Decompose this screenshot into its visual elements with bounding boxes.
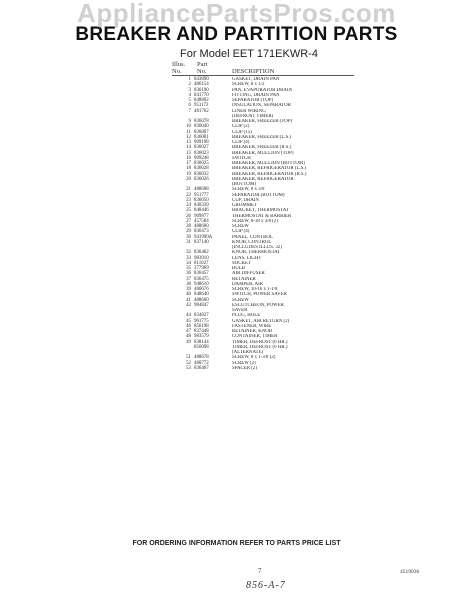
part-description: SAVER	[232, 308, 248, 313]
part-number: 836078	[194, 119, 209, 124]
part-description: BREAKER, MULLION (BOTTOM)	[232, 161, 305, 166]
part-description: (INCLUDES ILLUS. 32)	[232, 245, 282, 250]
part-number: 486154	[194, 82, 209, 88]
part-description: (DEFROST TIMER)	[232, 113, 274, 119]
illus-number: 29	[186, 229, 191, 235]
part-number: 941990A	[194, 234, 213, 240]
part-number: 488678	[194, 355, 209, 361]
part-number: 836032	[194, 171, 209, 177]
part-description: BREAKER, REFRIGERATOR	[232, 176, 294, 182]
illus-number: 44	[186, 313, 191, 319]
part-description: RETAINER, KNOB	[232, 329, 273, 334]
part-number: 836473	[194, 229, 209, 235]
part-number: 983910	[194, 255, 209, 261]
illus-number: 20	[186, 176, 191, 182]
table-row	[172, 366, 357, 371]
part-description: SWITCH	[232, 155, 251, 161]
illus-number: 37	[186, 276, 191, 282]
part-description: CLIP (4)	[232, 229, 250, 235]
part-number: 836027	[194, 145, 209, 151]
illus-number: 25	[186, 208, 191, 214]
document-number: 4519036	[400, 569, 420, 575]
part-number: 840339	[194, 203, 209, 208]
part-description: SCREW, 8 x 1-3/8 (2)	[232, 355, 276, 361]
part-description: SCREW, 10-16 x 1-1/8	[232, 287, 278, 292]
illus-number: 45	[186, 318, 191, 324]
model-subtitle: For Model EET 171EKWR-4	[180, 48, 318, 60]
part-description: CUP, DRAIN	[232, 197, 259, 203]
page-title: BREAKER AND PARTITION PARTS	[75, 24, 398, 45]
part-description: INSULATION, SEPARATOR	[232, 103, 291, 109]
part-description: KNOB, CONTROL	[232, 239, 272, 245]
illus-number: 30	[186, 234, 191, 240]
part-description: SEPARATOR (TOP)	[232, 98, 274, 103]
part-number: 836040	[194, 124, 209, 130]
illus-number: 9	[188, 119, 191, 124]
part-number: 488600	[194, 297, 209, 303]
part-description: BREAKER, FREEZER (L.S.)	[232, 134, 292, 140]
illus-number: 35	[186, 266, 191, 271]
header-illus: Illus.	[172, 61, 186, 68]
illus-number: 18	[186, 166, 191, 172]
illus-number: 2	[188, 82, 191, 88]
part-number: 457584	[194, 218, 209, 224]
part-number: 848802	[194, 98, 209, 103]
illus-number: 21	[186, 187, 191, 193]
part-number: 841770	[194, 92, 209, 98]
illus-number: 33	[186, 255, 191, 261]
part-number: 836023	[194, 150, 209, 156]
part-description: BULB	[232, 266, 246, 271]
header-illus-no: No.	[172, 68, 182, 75]
part-description: SCREW, 8 x 1/2	[232, 82, 265, 88]
ordering-note: FOR ORDERING INFORMATION REFER TO PARTS PRICE LIST	[132, 540, 341, 547]
part-number: 848640	[194, 292, 209, 298]
illus-number: 23	[186, 197, 191, 203]
illus-number: 6	[188, 103, 191, 109]
illus-number: 49	[186, 339, 191, 345]
illus-number: 53	[186, 365, 191, 371]
part-number: 481762	[194, 108, 209, 114]
illus-number: 41	[186, 297, 191, 303]
part-description: CLIP (2)	[232, 124, 250, 130]
part-number: 836467	[194, 365, 209, 371]
part-number: 488600	[194, 224, 209, 229]
page-number: 7	[258, 567, 262, 575]
part-description: BREAKER, REFRIGERATOR (L.S.)	[232, 166, 307, 172]
part-number: 834827	[194, 313, 209, 319]
part-description: FITTING, DRAIN PAN	[232, 92, 280, 98]
part-description: TIMER, DEFROST (6 HR.)	[232, 339, 288, 345]
illus-number: 51	[186, 355, 191, 361]
header-part-no: No.	[197, 68, 207, 75]
part-number: 836475	[194, 276, 209, 282]
header-part: Part	[197, 61, 208, 68]
illus-number: 28	[186, 224, 191, 229]
part-number: 836081	[194, 134, 209, 140]
part-number: 961775	[194, 318, 209, 324]
part-number: 909877	[194, 213, 209, 219]
parts-list	[172, 77, 357, 371]
part-number: 811027	[194, 260, 209, 266]
part-number: 909198	[194, 140, 209, 145]
illus-number: 32	[186, 250, 191, 256]
part-description: RETAINER	[232, 276, 256, 282]
part-description: FASTENER, WIRE	[232, 323, 272, 329]
illus-number: 12	[186, 134, 191, 140]
part-description: BREAKER, REFRIGERATOR (R.S.)	[232, 171, 307, 177]
illus-number: 27	[186, 218, 191, 224]
part-number: 836457	[194, 271, 209, 277]
part-number: 836026	[194, 176, 209, 182]
part-description: GASKET, DRAIN PAN	[232, 77, 280, 82]
part-description: THERMOSTAT & BARRIER	[232, 213, 292, 219]
part-number: 836190	[194, 87, 209, 93]
part-description: SCREW, 8 x 3/8	[232, 187, 265, 193]
part-description: PANEL, CONTROL	[232, 234, 273, 240]
part-description: SCREW	[232, 224, 249, 229]
part-number: 836028	[194, 166, 209, 172]
part-number: 837448	[194, 329, 209, 334]
illus-number: 14	[186, 145, 191, 151]
illus-number: 24	[186, 203, 191, 208]
illus-number: 1	[188, 77, 191, 82]
part-description: GASKET, AIR RETURN (2)	[232, 318, 290, 324]
part-number: 838144	[194, 339, 209, 345]
part-description: (ALTERNATE)	[232, 350, 264, 355]
part-number: 377969	[194, 266, 209, 271]
part-description: GROMMET	[232, 203, 257, 208]
illus-number: 15	[186, 150, 191, 156]
illus-number: 13	[186, 140, 191, 145]
part-number: 486676	[194, 287, 209, 292]
part-number: 856198	[194, 323, 209, 329]
header-rule	[172, 75, 354, 76]
part-description: CLIP (15)	[232, 129, 252, 135]
part-number: 488772	[194, 360, 209, 366]
header-description: DESCRIPTION	[232, 68, 275, 75]
illus-number: 5	[188, 98, 191, 103]
illus-number: 46	[186, 323, 191, 329]
part-description: SCREW (2)	[232, 360, 256, 366]
handwritten-note: 856-A-7	[246, 580, 286, 591]
part-description: CLIP (4)	[232, 140, 250, 145]
illus-number: 10	[186, 124, 191, 130]
part-description: SWITCH, POWER SAVER	[232, 292, 287, 298]
illus-number: 48	[186, 334, 191, 340]
illus-number: 16	[186, 155, 191, 161]
part-description: KNOB, THERMOSTAT	[232, 250, 281, 256]
part-description: BRACKET, THERMOSTAT	[232, 208, 289, 214]
illus-number: 19	[186, 171, 191, 177]
illus-number: 31	[186, 239, 191, 245]
part-number: 836050	[194, 197, 209, 203]
illus-number: 7	[188, 108, 191, 114]
part-number: 951777	[194, 192, 209, 198]
part-description: LINER WIRING	[232, 108, 266, 114]
illus-number: 34	[186, 260, 191, 266]
part-description: SCREW, 8-18 x 3/8 (2)	[232, 218, 278, 224]
part-number: 836482	[194, 250, 209, 256]
part-description: CONTAINER, TIMER	[232, 334, 278, 340]
part-description: AIR DIFFUSER	[232, 271, 265, 277]
part-description: ESCUTCHEON, POWER	[232, 302, 284, 308]
illus-number: 47	[186, 329, 191, 334]
part-number: 488608	[194, 187, 209, 193]
part-description: TIMER, DEFROST (6 HR.)	[232, 344, 288, 350]
illus-number: 38	[186, 281, 191, 287]
part-description: SOCKET	[232, 260, 252, 266]
part-number: 983579	[194, 334, 209, 340]
part-description: PLUG, HOLE	[232, 313, 261, 319]
illus-number: 26	[186, 213, 191, 219]
illus-number: 39	[186, 287, 191, 292]
illus-number: 42	[186, 302, 191, 308]
part-description: DAMPER, AIR	[232, 281, 263, 287]
part-number: 843890	[194, 77, 209, 82]
part-number: 951172	[194, 103, 209, 109]
part-number: 984847	[194, 302, 209, 308]
part-number: 909248	[194, 155, 209, 161]
part-description: BREAKER, FREEZER (R.S.)	[232, 145, 292, 151]
part-number: 837140	[194, 239, 209, 245]
part-description: (BOTTOM)	[232, 182, 256, 187]
part-number: 948610	[194, 281, 209, 287]
illus-number: 4	[188, 92, 191, 98]
part-number: 836025	[194, 161, 209, 166]
part-description: BREAKER, MULLION (TOP)	[232, 150, 294, 156]
part-description: BREAKER, FREEZER (TOP)	[232, 119, 293, 124]
illus-number: 17	[186, 161, 191, 166]
part-number: 848446	[194, 208, 209, 214]
part-description: SCREW	[232, 297, 249, 303]
part-description: PAN, EVAPORATOR DRAIN	[232, 87, 293, 93]
part-description: LENS, LIGHT	[232, 255, 262, 261]
illus-number: 36	[186, 271, 191, 277]
part-description: SEPARATOR (BOTTOM)	[232, 192, 285, 198]
illus-number: 22	[186, 192, 191, 198]
illus-number: 52	[186, 360, 191, 366]
part-number: 856098	[194, 344, 209, 350]
watermark: AppliancePartsPros.com	[77, 0, 396, 28]
part-description: SPACER (2)	[232, 365, 257, 371]
part-number: 836807	[194, 129, 209, 135]
illus-number: 11	[186, 129, 191, 135]
illus-number: 40	[186, 292, 191, 298]
illus-number: 3	[188, 87, 191, 93]
